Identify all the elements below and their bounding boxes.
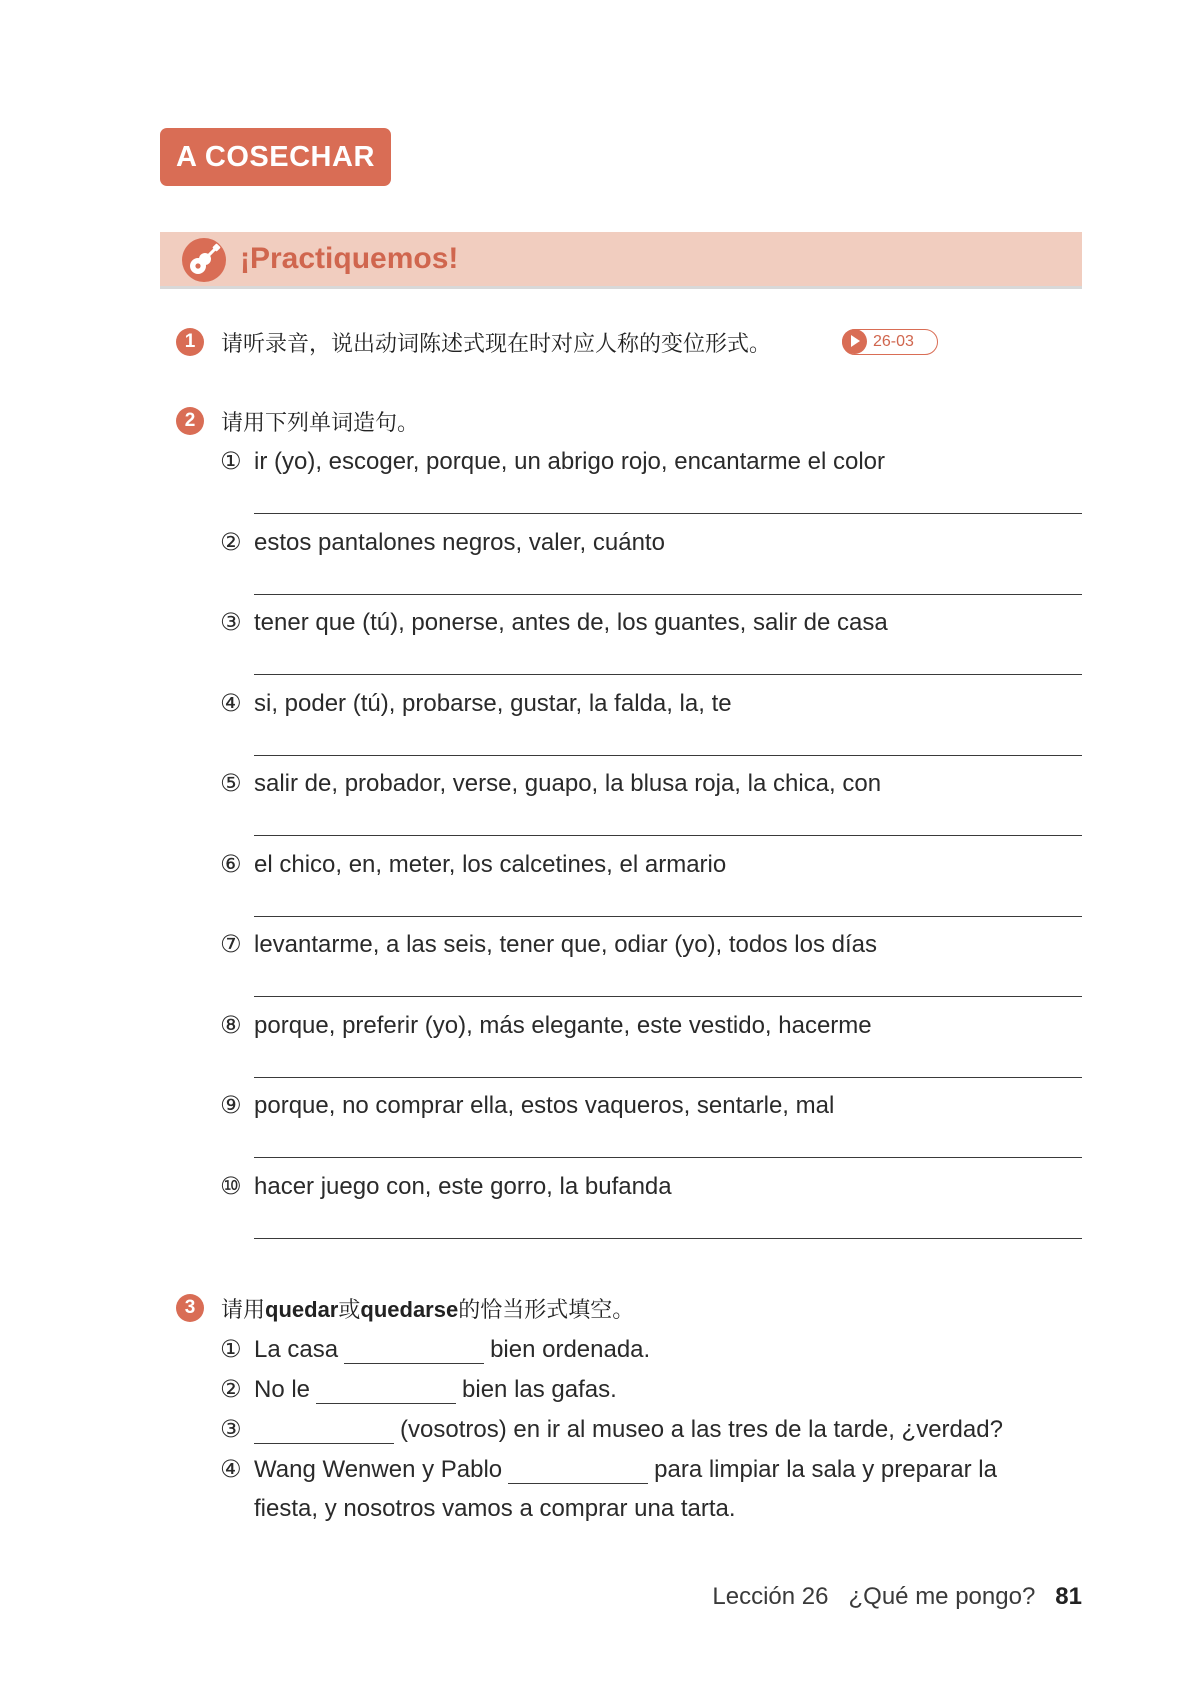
prompt-item: ① ir (yo), escoger, porque, un abrigo rojo, encantarme el color [220, 448, 885, 475]
prompt-text: el chico, en, meter, los calcetines, el armario [254, 850, 727, 878]
exercise-number: 2 [176, 407, 204, 435]
exercise-instruction: 请用quedar或quedarse的恰当形式填空。 [221, 1297, 635, 1323]
lesson-title: ¿Qué me pongo? [848, 1583, 1036, 1610]
answer-line[interactable] [254, 996, 1082, 997]
fill-item: ② No le bien las gafas. [220, 1376, 617, 1403]
guitar-icon [181, 237, 227, 283]
prompt-text: estos pantalones negros, valer, cuánto [254, 528, 665, 556]
answer-line[interactable] [254, 1157, 1082, 1158]
keyword-quedar: quedar [265, 1297, 339, 1322]
lesson-label: Lección 26 [712, 1583, 829, 1610]
prompt-text: porque, no comprar ella, estos vaqueros, sentarle, mal [254, 1092, 835, 1119]
prompt-text: ir (yo), escoger, porque, un abrigo rojo, encantarme el color [254, 448, 885, 475]
answer-line[interactable] [254, 1077, 1082, 1078]
prompt-text: levantarme, a las seis, tener que, odiar (yo), todos los días [254, 931, 877, 958]
prompt-item: ⑨ porque, no comprar ella, estos vaqueros, sentarle, mal [220, 1092, 835, 1119]
prompt-item: ⑦ levantarme, a las seis, tener que, odiar (yo), todos los días [220, 931, 877, 958]
exercise-instruction: 请用下列单词造句。 [221, 411, 420, 436]
audio-track-button[interactable] [842, 329, 938, 355]
answer-line[interactable] [254, 1238, 1082, 1239]
fill-item-continuation: fiesta, y nosotros vamos a comprar una tarta. [254, 1495, 736, 1522]
fill-item: ① La casa bien ordenada. [220, 1336, 651, 1363]
prompt-item: ⑩ hacer juego con, este gorro, la bufanda [220, 1172, 672, 1200]
exercise-number: 3 [176, 1294, 204, 1322]
prompt-text: si, poder (tú), probarse, gustar, la falda, la, te [254, 689, 732, 717]
answer-line[interactable] [254, 594, 1082, 595]
fill-item: ③ (vosotros) en ir al museo a las tres de la tarde, ¿verdad? [220, 1416, 1003, 1443]
practice-banner [160, 232, 1082, 289]
page-footer [692, 1583, 1082, 1611]
answer-line[interactable] [254, 835, 1082, 836]
answer-line[interactable] [254, 513, 1082, 514]
prompt-item: ⑤ salir de, probador, verse, guapo, la blusa roja, la chica, con [220, 770, 882, 797]
answer-line[interactable] [254, 755, 1082, 756]
answer-blank[interactable] [508, 1457, 648, 1484]
prompt-item: ② estos pantalones negros, valer, cuánto [220, 528, 665, 556]
track-label: 26-03 [873, 333, 914, 350]
answer-line[interactable] [254, 916, 1082, 917]
answer-blank[interactable] [344, 1337, 484, 1364]
exercise-number: 1 [176, 328, 204, 356]
prompt-item: ⑥ el chico, en, meter, los calcetines, el armario [220, 850, 727, 878]
answer-blank[interactable] [316, 1377, 456, 1404]
play-icon [842, 329, 867, 354]
prompt-item: ⑧ porque, preferir (yo), más elegante, este vestido, hacerme [220, 1011, 872, 1039]
keyword-quedarse: quedarse [360, 1297, 459, 1322]
section-tag: A COSECHAR [160, 128, 391, 186]
answer-blank[interactable] [254, 1417, 394, 1444]
prompt-item: ④ si, poder (tú), probarse, gustar, la falda, la, te [220, 689, 732, 717]
prompt-text: salir de, probador, verse, guapo, la blusa roja, la chica, con [254, 770, 882, 797]
answer-line[interactable] [254, 674, 1082, 675]
exercise-instruction: 请听录音，说出动词陈述式现在时对应人称的变位形式。 [221, 332, 772, 357]
banner-title: ¡Practiquemos! [240, 242, 459, 275]
fill-item: ④ Wang Wenwen y Pablo para limpiar la sala y preparar la [220, 1456, 997, 1483]
page-number: 81 [1055, 1583, 1082, 1610]
prompt-text: porque, preferir (yo), más elegante, este vestido, hacerme [254, 1011, 872, 1039]
prompt-item: ③ tener que (tú), ponerse, antes de, los guantes, salir de casa [220, 609, 888, 636]
prompt-text: hacer juego con, este gorro, la bufanda [254, 1172, 672, 1200]
prompt-text: tener que (tú), ponerse, antes de, los guantes, salir de casa [254, 609, 888, 636]
